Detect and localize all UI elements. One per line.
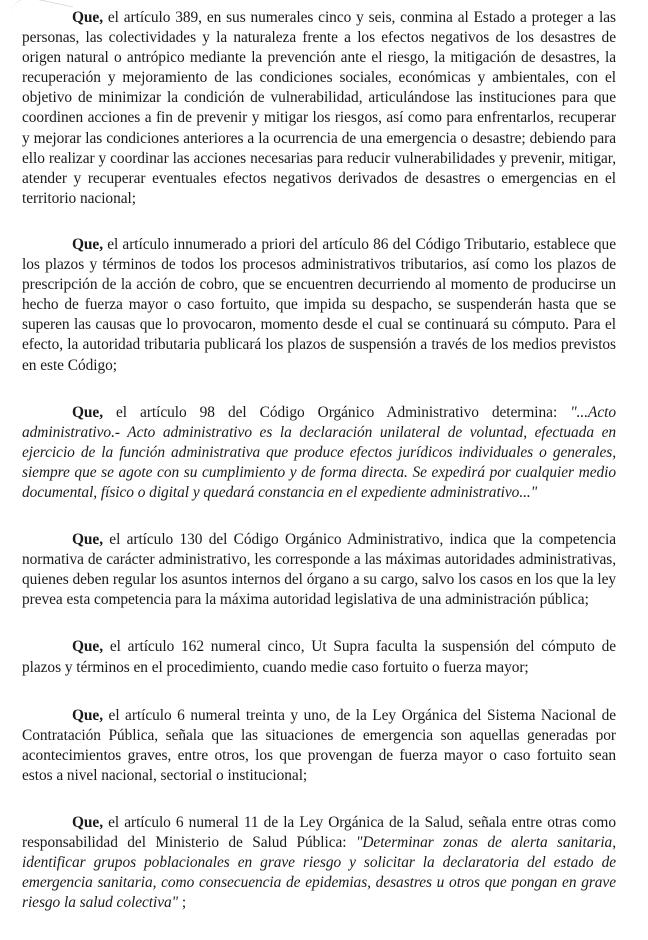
paragraph-text: el artículo 6 numeral treinta y uno, de la Ley Orgánica del Sistema Nacional de Contratación Pública, señala que las situaciones de emergencia son aquellas generadas por acontecimientos graves, entre otros, los que provengan de fuerza mayor o caso fortuito sean estos a nivel nacional, sectorial o institucional; [22,706,616,784]
paragraph-lead: Que, [72,706,104,724]
paragraph-art-130 [22,530,616,610]
paragraph-text: el artículo 98 del Código Orgánico Administrativo determina: [103,403,571,421]
paragraph-text: el artículo 6 numeral 11 de la Ley Orgánica de la Salud, señala entre otras como responsabilidad del Ministerio de Salud Pública: [22,814,616,852]
paragraph-ley-salud [22,813,616,913]
paragraph-lead: Que, [72,531,104,549]
paragraph-lead: Que, [72,235,104,253]
paragraph-tail: ; [178,894,187,912]
paragraph-art-98 [22,403,616,503]
paragraph-lead: Que, [72,638,104,656]
paragraph-text: el artículo 130 del Código Orgánico Administrativo, indica que la competencia normativa de carácter administrativo, les corresponde a las máximas autoridades administrativas, quienes deben regular los asuntos internos del órgano a su cargo, salvo los casos en los que la ley prevea esta competencia para la máxima autoridad legislativa de una administración pública; [22,531,616,609]
paragraph-lead: Que, [72,814,104,831]
paragraph-lead: Que, [72,9,104,26]
paragraph-text: el artículo innumerado a priori del artículo 86 del Código Tributario, establece que los plazos y términos de todos los procesos administrativos tributarios, así como los plazos de prescripción de la acción de cobro, que se encuentren decurriendo al momento de producirse un hecho de fuerza mayor o caso fortuito, que impida su despacho, se suspenderán hasta que se superen las causas que lo provocaron, momento desde el cual se continuará su cómputo. Para el efecto, la autoridad tributaria publicará los plazos de suspensión a través de los medios previstos en este Código; [22,235,616,374]
paragraph-text: el artículo 162 numeral cinco, Ut Supra faculta la suspensión del cómputo de plazos y términos en el procedimiento, cuando medie caso fortuito o fuerza mayor; [22,638,616,676]
paragraph-art-389 [22,8,616,209]
paragraph-quote: "Determinar zonas de alerta sanitaria, identificar grupos poblacionales en grave riesgo y solicitar la declaratoria del estado de emergencia sanitaria, como consecuencia de epidemias, desastres u otros que pongan en grave riesgo la salud colectiva" [22,834,616,912]
document-page [22,8,616,940]
paragraph-art-162 [22,637,616,677]
paragraph-codigo-tributario [22,235,616,376]
paragraph-quote: "...Acto administrativo.- Acto administrativo es la declaración unilateral de voluntad, efectuada en ejercicio de la función administrativa que produce efectos jurídicos individuales o generales, siempre que se agote con su cumplimiento y de forma directa. Se expedirá por cualquier medio documental, físico o digital y quedará constancia en el expediente administrativo..." [22,403,616,501]
paragraph-lead: Que, [72,403,104,421]
paragraph-contratacion-publica [22,706,616,786]
paragraph-text: el artículo 389, en sus numerales cinco y seis, conmina al Estado a proteger a las personas, las colectividades y la naturaleza frente a los efectos negativos de los desastres de origen natural o antrópico mediante la prevención ante el riesgo, la mitigación de desastres, la recuperación y mejoramiento de las condiciones sociales, económicas y ambientales, con el objetivo de minimizar la condición de vulnerabilidad, articulándose las instituciones para que coordinen acciones a fin de prevenir y mitigar los riesgos, así como para enfrentarlos, recuperar y mejorar las condiciones anteriores a la ocurrencia de una emergencia o desastre; debiendo para ello realizar y coordinar las acciones necesarias para reducir vulnerabilidades y prevenir, mitigar, atender y recuperar eventuales efectos negativos derivados de desastres o emergencias en el territorio nacional; [22,9,616,207]
